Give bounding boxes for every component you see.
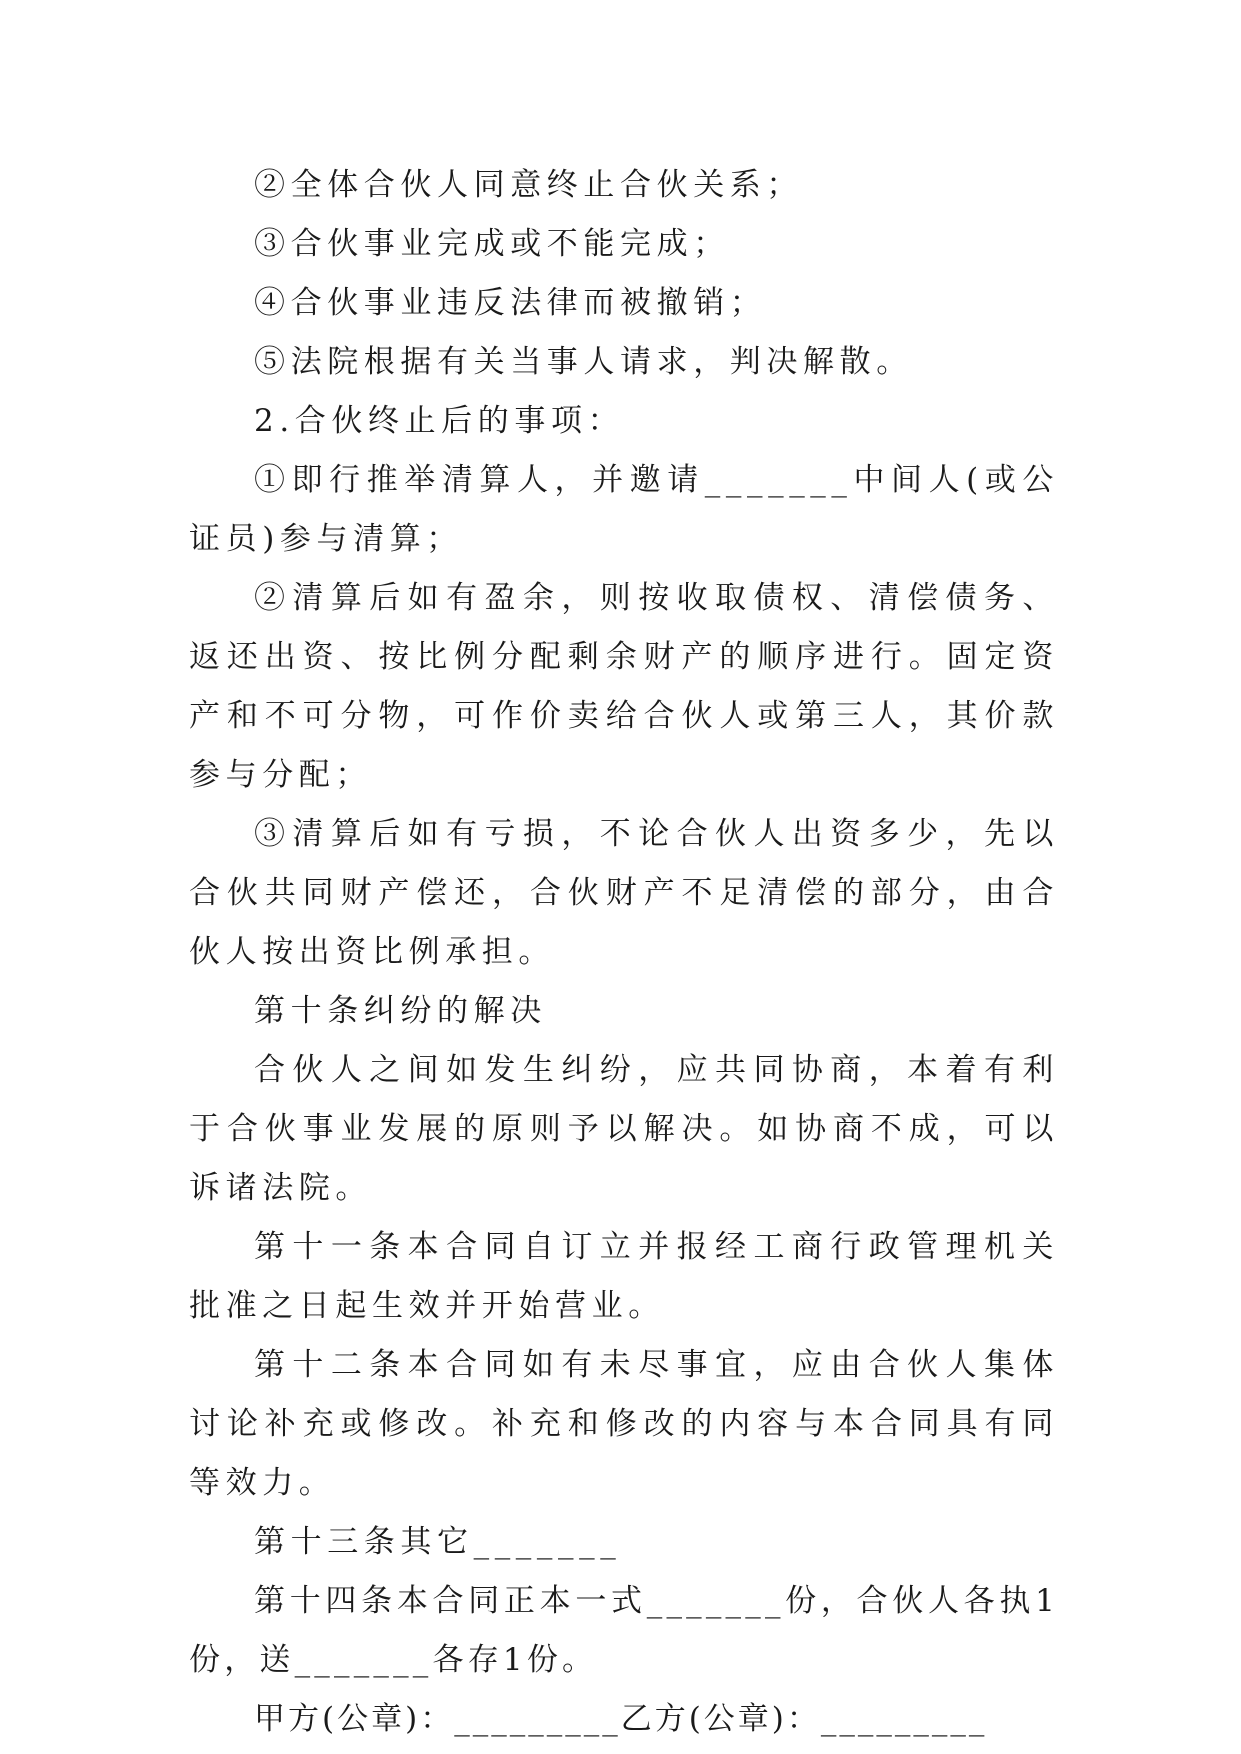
- signature-line: 甲方(公章)：_________乙方(公章)：_________: [254, 1701, 988, 1737]
- clause-dissolution-item-2: ②全体合伙人同意终止合伙关系；: [254, 167, 803, 203]
- article-10-heading: 第十条纠纷的解决: [254, 993, 547, 1029]
- section-after-termination-heading: 2.合伙终止后的事项：: [254, 403, 625, 439]
- article-10-body: 合伙人之间如发生纠纷，应共同协商，本着有利于合伙事业发展的原则予以解决。如协商不成，可以诉诸法院。: [189, 1052, 1059, 1206]
- article-11: 第十一条本合同自订立并报经工商行政管理机关批准之日起生效并开始营业。: [189, 1229, 1059, 1324]
- article-12: 第十二条本合同如有未尽事宜，应由合伙人集体讨论补充或修改。补充和修改的内容与本合同具有同等效力。: [189, 1347, 1059, 1501]
- clause-dissolution-item-5: ⑤法院根据有关当事人请求，判决解散。: [254, 344, 913, 380]
- clause-dissolution-item-3: ③合伙事业完成或不能完成；: [254, 226, 730, 262]
- clause-liquidation-item-1: ①即行推举清算人，并邀请_______中间人(或公证员)参与清算；: [189, 462, 1059, 557]
- article-13: 第十三条其它_______: [254, 1524, 622, 1560]
- article-14: 第十四条本合同正本一式_______份，合伙人各执1份，送_______各存1份。: [189, 1583, 1059, 1678]
- document-body: [189, 156, 1059, 1749]
- clause-dissolution-item-4: ④合伙事业违反法律而被撤销；: [254, 285, 767, 321]
- clause-liquidation-item-3: ③清算后如有亏损，不论合伙人出资多少，先以合伙共同财产偿还，合伙财产不足清偿的部分，由合伙人按出资比例承担。: [189, 816, 1059, 970]
- clause-liquidation-item-2: ②清算后如有盈余，则按收取债权、清偿债务、返还出资、按比例分配剩余财产的顺序进行。固定资产和不可分物，可作价卖给合伙人或第三人，其价款参与分配；: [189, 580, 1059, 793]
